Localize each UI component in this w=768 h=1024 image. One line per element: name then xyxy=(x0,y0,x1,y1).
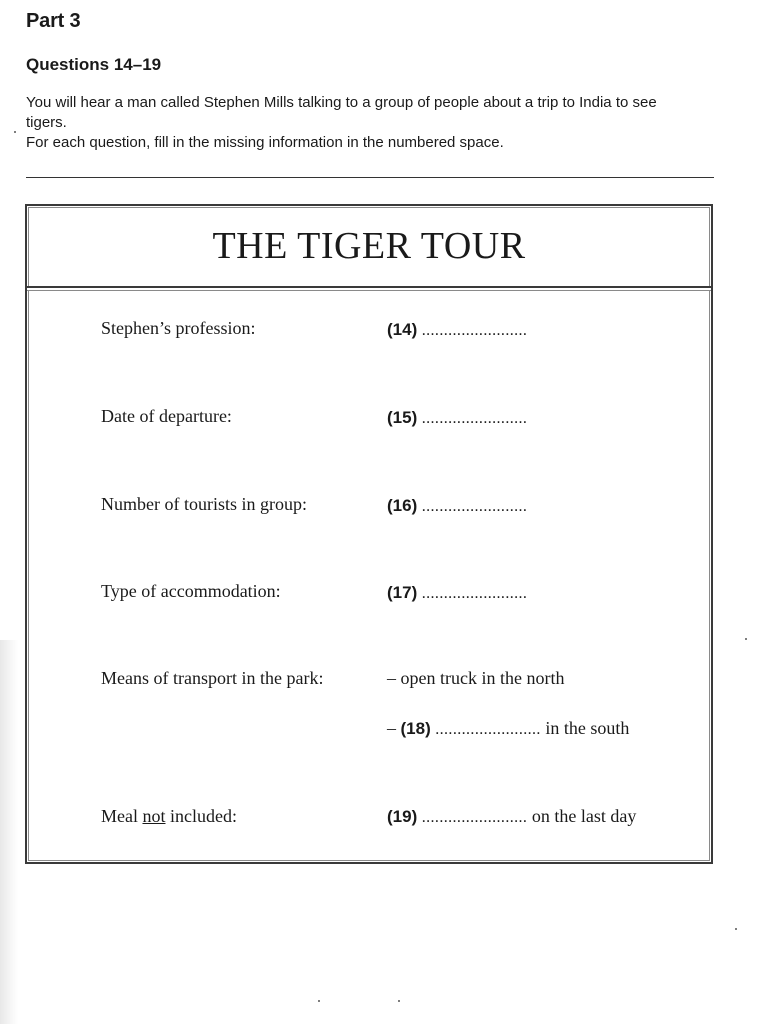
instructions xyxy=(26,93,716,153)
questions-heading: Questions 14–19 xyxy=(26,55,162,74)
scan-speck xyxy=(14,131,16,133)
last-day-suffix: on the last day xyxy=(531,806,637,826)
question-number-19: (19) xyxy=(387,807,418,826)
scan-edge-shadow xyxy=(0,640,18,1024)
part-title: Part 3 xyxy=(26,10,81,32)
transport-north: – open truck in the north xyxy=(387,668,565,688)
label-meal xyxy=(101,806,237,827)
label-profession: Stephen’s profession: xyxy=(101,318,256,338)
label-meal-not: not xyxy=(142,806,166,826)
answer-15[interactable] xyxy=(387,407,527,428)
scan-speck xyxy=(398,1000,400,1002)
label-transport: Means of transport in the park: xyxy=(101,668,324,688)
scan-speck xyxy=(318,1000,320,1002)
label-accommodation: Type of accommodation: xyxy=(101,581,281,601)
form-title: THE TIGER TOUR xyxy=(212,225,526,267)
instruction-line-2: tigers. xyxy=(26,114,67,131)
label-group-size: Number of tourists in group: xyxy=(101,494,307,514)
answer-blank-17[interactable]: ........................ xyxy=(421,585,528,602)
instruction-line-3: For each question, fill in the missing information in the numbered space. xyxy=(26,134,504,151)
scan-speck xyxy=(745,638,747,640)
tiger-tour-form xyxy=(25,204,713,864)
answer-blank-18[interactable]: ........................ xyxy=(435,721,541,738)
section-divider xyxy=(26,177,714,178)
label-departure-date: Date of departure: xyxy=(101,406,232,426)
question-number-18: (18) xyxy=(400,719,431,738)
answer-blank-16[interactable]: ........................ xyxy=(421,498,528,515)
form-title-band xyxy=(27,206,711,288)
question-number-14: (14) xyxy=(387,320,418,339)
answer-blank-19[interactable]: ........................ xyxy=(421,809,528,826)
question-number-16: (16) xyxy=(387,496,418,515)
answer-17[interactable] xyxy=(387,582,527,603)
dash-18: – xyxy=(387,718,396,738)
question-number-17: (17) xyxy=(387,583,418,602)
answer-blank-15[interactable]: ........................ xyxy=(421,410,528,427)
label-meal-part-1: Meal xyxy=(101,806,143,826)
transport-south-suffix: in the south xyxy=(545,718,630,738)
answer-18[interactable] xyxy=(387,718,629,739)
answer-19[interactable] xyxy=(387,806,636,827)
answer-blank-14[interactable]: ........................ xyxy=(421,322,528,339)
question-number-15: (15) xyxy=(387,408,418,427)
answer-16[interactable] xyxy=(387,495,527,516)
label-meal-part-2: included: xyxy=(165,806,237,826)
instruction-line-1: You will hear a man called Stephen Mills talking to a group of people about a trip to India to see xyxy=(26,94,657,111)
scan-speck xyxy=(735,928,737,930)
answer-14[interactable] xyxy=(387,319,527,340)
